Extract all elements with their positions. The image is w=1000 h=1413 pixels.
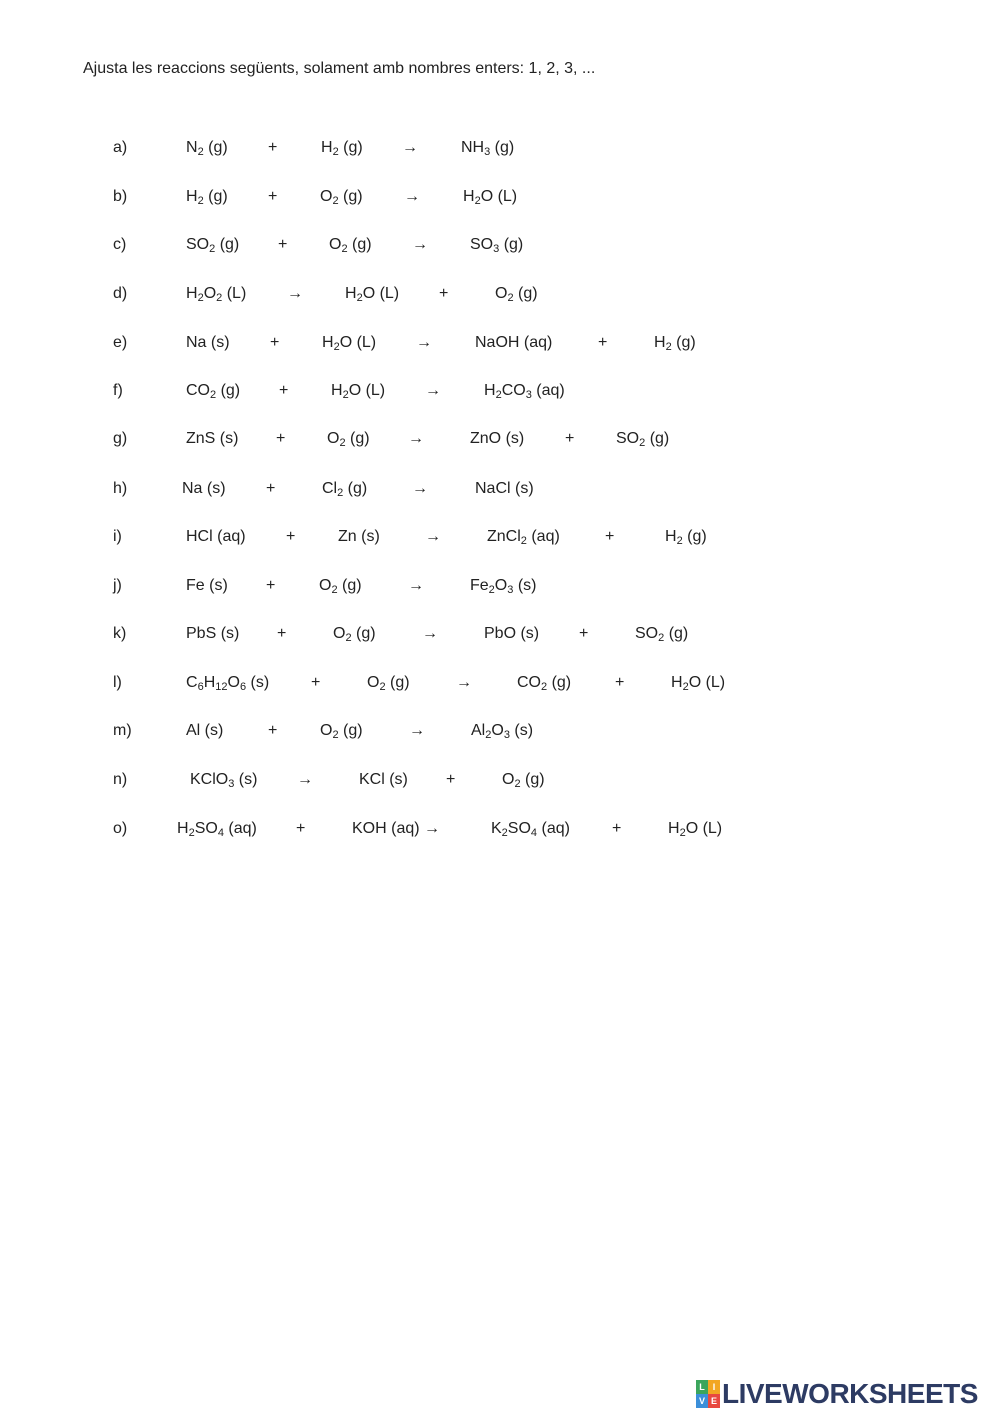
plus-sign: + [612, 820, 622, 837]
reaction-label: b) [113, 188, 128, 205]
plus-sign: + [268, 722, 278, 739]
plus-sign: + [278, 236, 288, 253]
reaction-term: $O_2$ (g) [320, 188, 363, 207]
reaction-term: Zn (s) [338, 528, 380, 545]
reaction-row [0, 233, 1000, 257]
plus-sign: + [446, 771, 456, 788]
reaction-term: KCl (s) [359, 771, 408, 788]
reaction-term: $O_2$ (g) [327, 430, 370, 449]
reaction-label: i) [113, 528, 122, 545]
reaction-term: $Cl_2$ (g) [322, 480, 368, 499]
reaction-row [0, 379, 1000, 403]
reaction-term: $H_2CO_3$ (aq) [484, 382, 565, 401]
plus-sign: + [268, 188, 278, 205]
reaction-label: h) [113, 480, 128, 497]
reaction-row [0, 427, 1000, 451]
reaction-label: n) [113, 771, 128, 788]
reaction-term: $CO_2$ (g) [517, 674, 572, 693]
reaction-row [0, 768, 1000, 792]
reaction-term: ZnCl$_2$ (aq) [487, 528, 560, 547]
logo-badge-letter: I [708, 1380, 720, 1394]
reaction-row [0, 622, 1000, 646]
reaction-term: $H_2SO_4$ (aq) [177, 820, 257, 839]
plus-sign: + [439, 285, 449, 302]
reaction-term: ZnO (s) [470, 430, 525, 447]
reaction-row [0, 817, 1000, 841]
plus-sign: + [277, 625, 287, 642]
reaction-term: $SO_2$ (g) [635, 625, 689, 644]
arrow-icon: → [402, 139, 418, 156]
plus-sign: + [605, 528, 615, 545]
reaction-term: NaOH (aq) [475, 334, 553, 351]
reaction-row [0, 185, 1000, 209]
arrow-icon: → [404, 188, 420, 205]
plus-sign: + [279, 382, 289, 399]
plus-sign: + [598, 334, 608, 351]
reaction-term: Fe (s) [186, 577, 228, 594]
plus-sign: + [286, 528, 296, 545]
reaction-term: NaCl (s) [475, 480, 534, 497]
reaction-term: $SO_2$ (g) [616, 430, 670, 449]
reaction-term: $C_6H_{12}O_6$ (s) [186, 674, 270, 693]
reaction-term: PbO (s) [484, 625, 540, 642]
arrow-icon: → [297, 771, 313, 788]
reaction-label: a) [113, 139, 128, 156]
reaction-label: f) [113, 382, 123, 399]
reaction-label: l) [113, 674, 122, 691]
reaction-term: $H_2$ (g) [654, 334, 696, 353]
reaction-row [0, 477, 1000, 501]
arrow-icon: → [425, 382, 441, 399]
reaction-label: k) [113, 625, 127, 642]
reaction-term: $SO_2$ (g) [186, 236, 240, 255]
reaction-term: ZnS (s) [186, 430, 239, 447]
reaction-term: PbS (s) [186, 625, 240, 642]
reaction-term: $H_2O_2$ (L) [186, 285, 247, 304]
reaction-term: $H_2O$ (L) [345, 285, 400, 304]
plus-sign: + [311, 674, 321, 691]
logo-badge-letter: E [708, 1394, 720, 1408]
reaction-term: $H_2$ (g) [186, 188, 228, 207]
reaction-term: $NH_3$ (g) [461, 139, 515, 158]
reaction-term: $O_2$ (g) [495, 285, 538, 304]
reaction-row [0, 671, 1000, 695]
reaction-term: $O_2$ (g) [320, 722, 363, 741]
plus-sign: + [268, 139, 278, 156]
reaction-term: $H_2O$ (L) [463, 188, 518, 207]
reaction-row [0, 282, 1000, 306]
logo-text: LIVEWORKSHEETS [722, 1378, 978, 1409]
reaction-term: $K_2SO_4$ (aq) [491, 820, 570, 839]
arrow-icon: → [412, 480, 428, 497]
reaction-term: $Al_2O_3$ (s) [471, 722, 534, 741]
reaction-term: $H_2$ (g) [321, 139, 363, 158]
reaction-term: $H_2O$ (L) [331, 382, 386, 401]
reaction-label: g) [113, 430, 128, 447]
reaction-term: $O_2$ (g) [333, 625, 376, 644]
plus-sign: + [276, 430, 286, 447]
reaction-term: $O_2$ (g) [502, 771, 545, 790]
plus-sign: + [565, 430, 575, 447]
arrow-icon: → [287, 285, 303, 302]
arrow-icon: → [416, 334, 432, 351]
reaction-row [0, 574, 1000, 598]
reaction-term: $CO_2$ (g) [186, 382, 241, 401]
reaction-term: Na (s) [182, 480, 226, 497]
arrow-icon: → [422, 625, 438, 642]
reaction-row [0, 719, 1000, 743]
plus-sign: + [266, 577, 276, 594]
liveworksheets-logo [696, 1377, 978, 1411]
reaction-term: HCl (aq) [186, 528, 246, 545]
plus-sign: + [579, 625, 589, 642]
reaction-term: $H_2O$ (L) [668, 820, 723, 839]
reaction-term: Al (s) [186, 722, 224, 739]
arrow-icon: → [456, 674, 472, 691]
reaction-term: $H_2$ (g) [665, 528, 707, 547]
reaction-term: $N_2$ (g) [186, 139, 228, 158]
instructions: Ajusta les reaccions següents, solament amb nombres enters: 1, 2, 3, ... [83, 60, 596, 77]
reaction-term: KClO$_3$ (s) [190, 771, 258, 790]
reaction-row [0, 136, 1000, 160]
arrow-icon: → [408, 577, 424, 594]
arrow-icon: → [408, 430, 424, 447]
plus-sign: + [270, 334, 280, 351]
reaction-row [0, 331, 1000, 355]
reaction-label: e) [113, 334, 128, 351]
arrow-icon: → [425, 528, 441, 545]
arrow-icon: → [409, 722, 425, 739]
reaction-label: j) [113, 577, 122, 594]
reaction-term: $O_2$ (g) [319, 577, 362, 596]
reaction-term: Na (s) [186, 334, 230, 351]
reaction-term: $H_2O$ (L) [671, 674, 726, 693]
reaction-term: $O_2$ (g) [367, 674, 410, 693]
logo-badge-icon [696, 1380, 720, 1408]
reaction-term: KOH (aq) → [352, 820, 441, 837]
reaction-term: $O_2$ (g) [329, 236, 372, 255]
reaction-label: m) [113, 722, 132, 739]
logo-badge-letter: L [696, 1380, 708, 1394]
reaction-label: c) [113, 236, 127, 253]
plus-sign: + [266, 480, 276, 497]
reaction-term: $H_2O$ (L) [322, 334, 377, 353]
reaction-term: $Fe_2O_3$ (s) [470, 577, 537, 596]
logo-badge-letter: V [696, 1394, 708, 1408]
arrow-icon: → [412, 236, 428, 253]
plus-sign: + [615, 674, 625, 691]
plus-sign: + [296, 820, 306, 837]
reaction-row [0, 525, 1000, 549]
reaction-term: $SO_3$ (g) [470, 236, 524, 255]
reaction-label: d) [113, 285, 128, 302]
reaction-label: o) [113, 820, 128, 837]
